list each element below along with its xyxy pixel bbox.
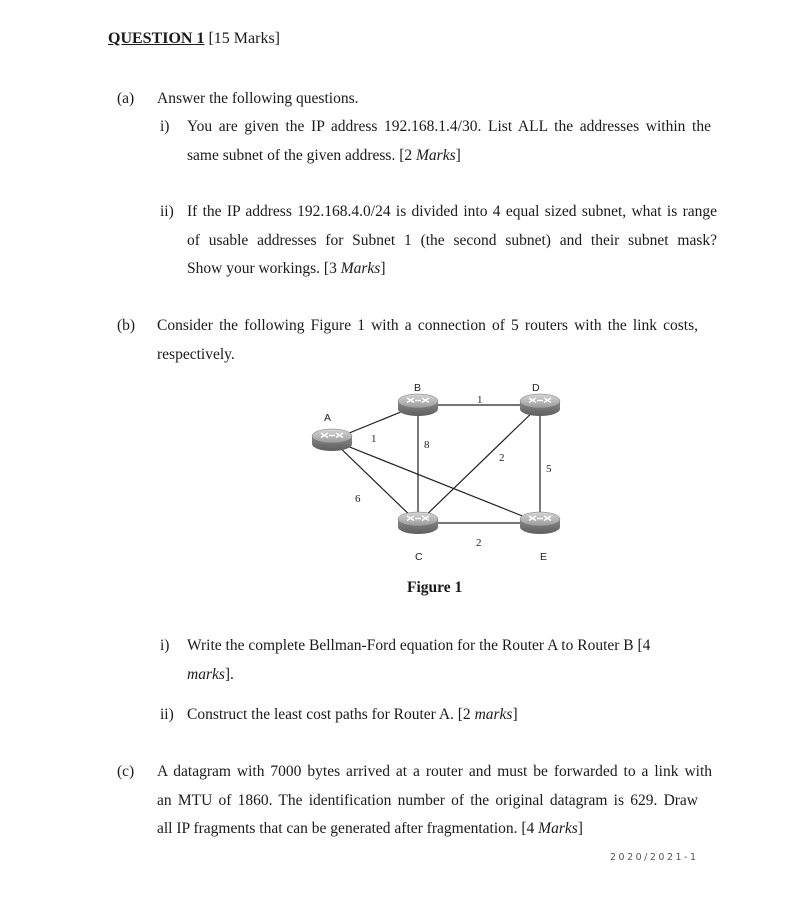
node-label-e: E (540, 551, 548, 563)
router-network-diagram (300, 372, 580, 572)
part-a-i-line1: You are given the IP address 192.168.1.4/30. List ALL the addresses within the (187, 118, 711, 135)
cost-label-a-c: 6 (355, 493, 361, 505)
cost-label-d-e: 5 (546, 463, 552, 475)
link-c-d (418, 405, 540, 523)
link-a-e (332, 440, 540, 523)
part-c-line2: an MTU of 1860. The identification number of the original datagram is 629. Draw (157, 792, 698, 809)
part-b-ii-text: Construct the least cost paths for Router A. [2 marks] (187, 706, 518, 723)
part-a-i-number: i) (160, 118, 170, 135)
router-d-icon (520, 394, 560, 416)
part-a-ii-line3: Show your workings. [3 Marks] (187, 260, 386, 277)
cost-label-c-e: 2 (476, 537, 482, 549)
question-marks: [15 Marks] (208, 30, 281, 47)
part-c-label: (c) (117, 763, 135, 780)
part-b-line2: respectively. (157, 346, 235, 363)
figure-caption: Figure 1 (407, 579, 463, 596)
node-label-a: A (324, 412, 332, 424)
router-b-icon (398, 394, 438, 416)
part-b-line1: Consider the following Figure 1 with a connection of 5 routers with the link costs, (157, 317, 698, 334)
node-label-c: C (415, 551, 423, 563)
part-b-i-line1: Write the complete Bellman-Ford equation for the Router A to Router B [4 (187, 637, 651, 654)
page-footer-code: 2020/2021-1 (610, 852, 699, 863)
question-heading (108, 30, 280, 48)
router-e-icon (520, 512, 560, 534)
node-label-d: D (532, 382, 540, 394)
part-a-ii-number: ii) (160, 203, 174, 220)
link-a-c (332, 440, 418, 523)
part-c-line1: A datagram with 7000 bytes arrived at a router and must be forwarded to a link with (157, 763, 712, 780)
part-b-i-number: i) (160, 637, 170, 654)
part-a-label: (a) (117, 90, 135, 107)
cost-label-a-b: 1 (371, 433, 377, 445)
part-b-ii-number: ii) (160, 706, 174, 723)
part-b-i-line2: marks]. (187, 666, 234, 683)
node-label-b: B (414, 382, 422, 394)
part-a-intro: Answer the following questions. (157, 90, 359, 107)
part-a-ii-line2: of usable addresses for Subnet 1 (the second subnet) and their subnet mask? (187, 232, 717, 249)
router-a-icon (312, 429, 352, 451)
part-c-line3: all IP fragments that can be generated after fragmentation. [4 Marks] (157, 820, 583, 837)
part-a-ii-line1: If the IP address 192.168.4.0/24 is divided into 4 equal sized subnet, what is range (187, 203, 717, 220)
cost-label-c-d: 2 (499, 452, 505, 464)
router-c-icon (398, 512, 438, 534)
cost-label-b-d: 1 (477, 394, 483, 406)
part-a-i-line2: same subnet of the given address. [2 Marks] (187, 147, 461, 164)
question-title: QUESTION 1 (108, 30, 205, 47)
part-b-label: (b) (117, 317, 136, 334)
cost-label-b-c: 8 (424, 439, 430, 451)
